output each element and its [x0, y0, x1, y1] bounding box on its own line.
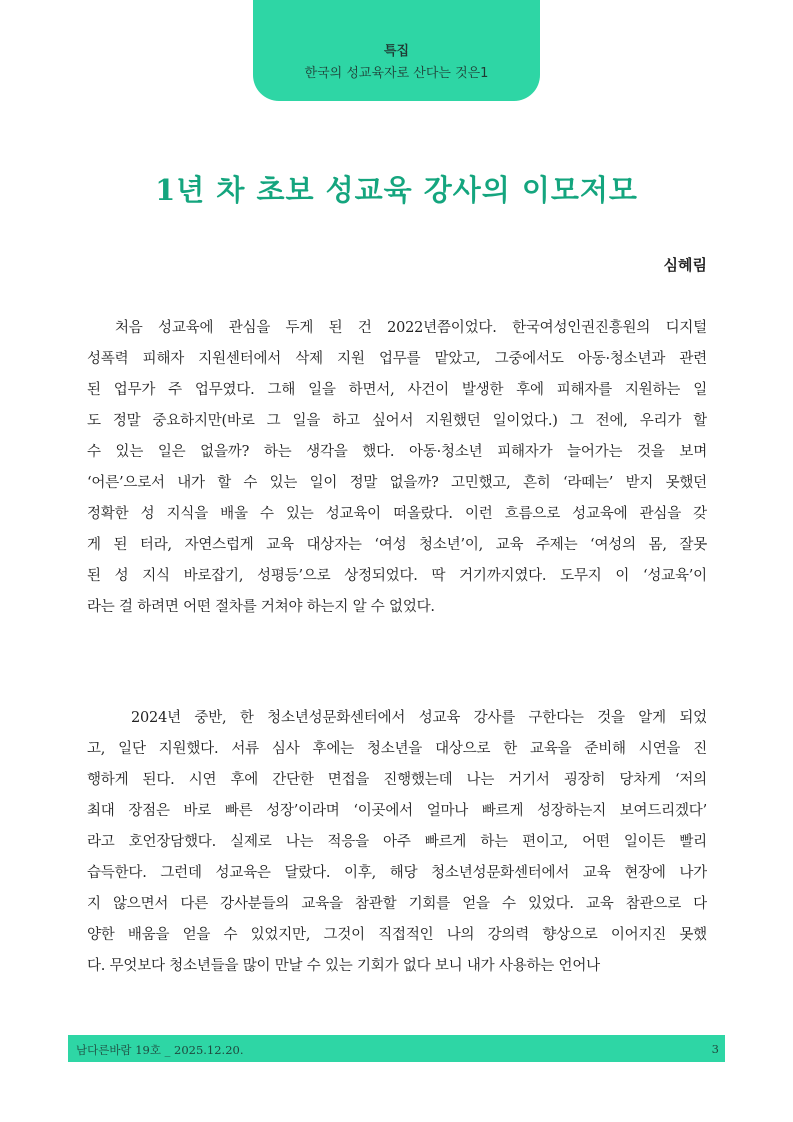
text-line: 최대 장점은 바로 빠른 성장’이라며 ‘이곳에서 얼마나 빠르게 성장하는지 보여드리겠다’ — [87, 803, 707, 819]
text-line: ‘어른’으로서 내가 할 수 있는 일이 정말 없을까? 고민했고, 흔히 ‘라떼는’ 받지 못했던 — [87, 475, 707, 491]
text-line: 양한 배움을 얻을 수 있었지만, 그것이 직접적인 나의 강의력 향상으로 이어지진 못했 — [87, 927, 707, 943]
text-line: 다. 무엇보다 청소년들을 많이 만날 수 있는 기회가 없다 보니 내가 사용하는 언어나 — [87, 958, 600, 974]
paragraph-1 — [87, 313, 707, 623]
text-line: 라는 걸 하려면 어떤 절차를 거쳐야 하는지 알 수 없었다. — [87, 599, 435, 615]
text-line: 지 않으면서 다른 강사분들의 교육을 참관할 기회를 얻을 수 있었다. 교육 참관으로 다 — [87, 896, 707, 912]
text-line: 된 업무가 주 업무였다. 그해 일을 하면서, 사건이 발생한 후에 피해자를 지원하는 일 — [87, 382, 707, 398]
series-title: 한국의 성교육자로 산다는 것은1 — [304, 66, 489, 81]
paragraph-2 — [87, 703, 707, 982]
text-line: 고, 일단 지원했다. 서류 심사 후에는 청소년을 대상으로 한 교육을 준비해 시연을 진 — [87, 741, 707, 757]
text-line: 도 정말 중요하지만(바로 그 일을 하고 싶어서 지원했던 일이었다.) 그 전에, 우리가 할 — [87, 413, 707, 429]
article-author: 심혜림 — [663, 256, 707, 274]
text-line: 된 성 지식 바로잡기, 성평등’으로 상정되었다. 딱 거기까지였다. 도무지 이 ‘성교육’이 — [87, 568, 707, 584]
text-line: 2024년 중반, 한 청소년성문화센터에서 성교육 강사를 구한다는 것을 알게 되었 — [131, 710, 707, 726]
text-line: 정확한 성 지식을 배울 수 있는 성교육이 떠올랐다. 이런 흐름으로 성교육에 관심을 갖 — [87, 506, 707, 522]
header-tab — [253, 0, 540, 101]
text-line: 습득한다. 그런데 성교육은 달랐다. 이후, 해당 청소년성문화센터에서 교육 현장에 나가 — [87, 865, 707, 881]
section-label: 특집 — [383, 44, 410, 59]
text-line: 처음 성교육에 관심을 두게 된 건 2022년쯤이었다. 한국여성인권진흥원의 디지털 — [115, 320, 707, 336]
text-line: 행하게 된다. 시연 후에 간단한 면접을 진행했는데 나는 거기서 굉장히 당차게 ‘저의 — [87, 772, 707, 788]
issue-info: 남다른바람 19호 _ 2025.12.20. — [76, 1043, 244, 1057]
text-line: 수 있는 일은 없을까? 하는 생각을 했다. 아동·청소년 피해자가 늘어가는 것을 보며 — [87, 444, 707, 460]
page-footer — [68, 1035, 725, 1062]
text-line: 라고 호언장담했다. 실제로 나는 적응을 아주 빠르게 하는 편이고, 어떤 일이든 빨리 — [87, 834, 707, 850]
page-number: 3 — [711, 1042, 719, 1056]
text-line: 성폭력 피해자 지원센터에서 삭제 지원 업무를 맡았고, 그중에서도 아동·청소년과 관련 — [87, 351, 707, 367]
text-line: 게 된 터라, 자연스럽게 교육 대상자는 ‘여성 청소년’이, 교육 주제는 ‘여성의 몸, 잘못 — [87, 537, 707, 553]
article-title: 1년 차 초보 성교육 강사의 이모저모 — [155, 173, 638, 207]
